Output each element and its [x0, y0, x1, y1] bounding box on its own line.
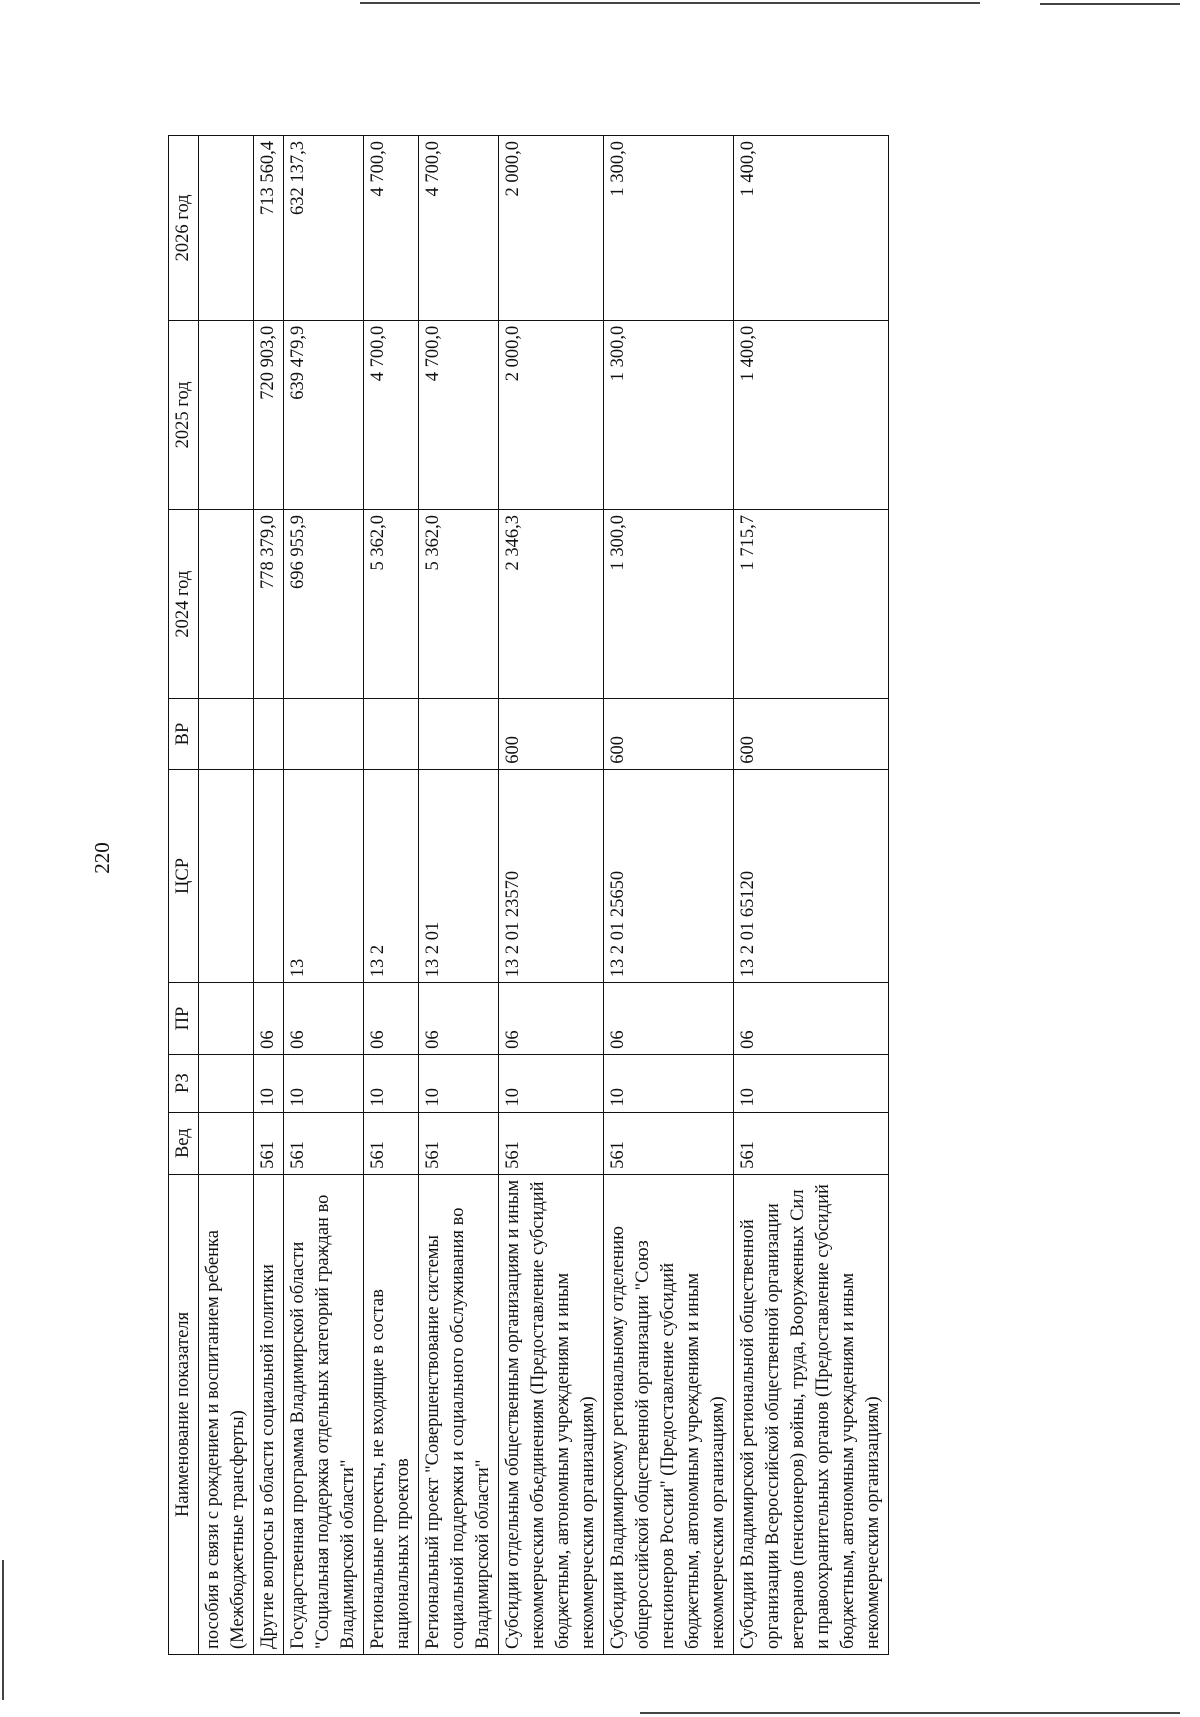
cell-rz: 10: [419, 1054, 499, 1112]
cell-pr: 06: [364, 983, 419, 1055]
cell-ved: 561: [734, 1112, 889, 1174]
table-row: [254, 136, 284, 1655]
cell-2025: [199, 320, 254, 509]
cell-rz: 10: [284, 1054, 364, 1112]
cell-vr: [284, 699, 364, 769]
cell-2026: 2 000,0: [499, 136, 604, 321]
cell-2025: 639 479,9: [284, 320, 364, 509]
cell-pr: [199, 983, 254, 1055]
cell-2024: 778 379,0: [254, 510, 284, 699]
cell-csr: 13: [284, 769, 364, 983]
cell-2024: 1 300,0: [604, 510, 734, 699]
header-rz: РЗ: [169, 1054, 199, 1112]
header-2024: 2024 год: [169, 510, 199, 699]
cell-pr: 06: [604, 983, 734, 1055]
scan-artifact-bottom: [640, 1712, 1180, 1714]
cell-2026: 4 700,0: [364, 136, 419, 321]
cell-name: Субсидии отдельным общественным организациям и иным некоммерческим объединениям (Предоставление субсидий бюджетным, автономным учреждениям и иным некоммерческим организациям): [499, 1174, 604, 1654]
header-vr: ВР: [169, 699, 199, 769]
table-row: [734, 136, 889, 1655]
cell-vr: 600: [499, 699, 604, 769]
cell-2025: 4 700,0: [419, 320, 499, 509]
cell-csr: 13 2 01 65120: [734, 769, 889, 983]
cell-ved: 561: [499, 1112, 604, 1174]
table-row: [364, 136, 419, 1655]
cell-csr: [254, 769, 284, 983]
cell-vr: 600: [734, 699, 889, 769]
cell-rz: 10: [604, 1054, 734, 1112]
scan-artifact-top-right: [1040, 3, 1180, 5]
cell-name: пособия в связи с рождением и воспитанием ребенка (Межбюджетные трансферты): [199, 1174, 254, 1654]
cell-vr: [199, 699, 254, 769]
cell-pr: 06: [254, 983, 284, 1055]
cell-name: Другие вопросы в области социальной политики: [254, 1174, 284, 1654]
cell-csr: 13 2: [364, 769, 419, 983]
cell-rz: 10: [499, 1054, 604, 1112]
cell-2024: 5 362,0: [364, 510, 419, 699]
cell-name: Субсидии Владимирской региональной общественной организации Всероссийской общественной организации ветеранов (пенсионеров) войны, труда, Вооруженных Сил и правоохранительных органов (Предоставление субсидий бюджетным, автономным учреждениям и иным некоммерческим организациям): [734, 1174, 889, 1654]
cell-ved: 561: [284, 1112, 364, 1174]
cell-rz: [199, 1054, 254, 1112]
cell-ved: 561: [604, 1112, 734, 1174]
cell-ved: [199, 1112, 254, 1174]
cell-2024: 1 715,7: [734, 510, 889, 699]
cell-rz: 10: [364, 1054, 419, 1112]
table-row: [499, 136, 604, 1655]
cell-2026: [199, 136, 254, 321]
cell-name: Субсидии Владимирскому региональному отделению общероссийской общественной организации "Союз пенсионеров России" (Предоставление субсидий бюджетным, автономным учреждениям и иным некоммерческим организациям): [604, 1174, 734, 1654]
cell-vr: [364, 699, 419, 769]
header-csr: ЦСР: [169, 769, 199, 983]
cell-pr: 06: [499, 983, 604, 1055]
cell-csr: 13 2 01: [419, 769, 499, 983]
cell-vr: [254, 699, 284, 769]
cell-2025: 2 000,0: [499, 320, 604, 509]
cell-2025: 1 400,0: [734, 320, 889, 509]
cell-2024: [199, 510, 254, 699]
scan-artifact-top: [360, 2, 980, 4]
cell-pr: 06: [419, 983, 499, 1055]
cell-2026: 1 300,0: [604, 136, 734, 321]
cell-2025: 4 700,0: [364, 320, 419, 509]
header-ved: Вед: [169, 1112, 199, 1174]
rotated-page-body: [168, 135, 1168, 1655]
cell-2025: 720 903,0: [254, 320, 284, 509]
cell-vr: [419, 699, 499, 769]
header-2026: 2026 год: [169, 136, 199, 321]
cell-rz: 10: [254, 1054, 284, 1112]
cell-csr: [199, 769, 254, 983]
cell-pr: 06: [734, 983, 889, 1055]
budget-table: [168, 135, 889, 1655]
table-row: [419, 136, 499, 1655]
cell-ved: 561: [419, 1112, 499, 1174]
header-pr: ПР: [169, 983, 199, 1055]
cell-ved: 561: [364, 1112, 419, 1174]
page-number: 220: [90, 842, 114, 874]
cell-2024: 2 346,3: [499, 510, 604, 699]
cell-vr: 600: [604, 699, 734, 769]
cell-2025: 1 300,0: [604, 320, 734, 509]
scan-artifact-left: [2, 1560, 4, 1700]
cell-2026: 713 560,4: [254, 136, 284, 321]
cell-csr: 13 2 01 25650: [604, 769, 734, 983]
cell-2026: 632 137,3: [284, 136, 364, 321]
cell-name: Региональные проекты, не входящие в состав национальных проектов: [364, 1174, 419, 1654]
header-2025: 2025 год: [169, 320, 199, 509]
cell-ved: 561: [254, 1112, 284, 1174]
cell-2024: 5 362,0: [419, 510, 499, 699]
cell-pr: 06: [284, 983, 364, 1055]
cell-2026: 1 400,0: [734, 136, 889, 321]
table-row: [604, 136, 734, 1655]
table-row: [284, 136, 364, 1655]
table-header-row: [169, 136, 199, 1655]
table-row: [199, 136, 254, 1655]
cell-2026: 4 700,0: [419, 136, 499, 321]
cell-name: Государственная программа Владимирской области "Социальная поддержка отдельных категорий граждан во Владимирской области": [284, 1174, 364, 1654]
cell-2024: 696 955,9: [284, 510, 364, 699]
header-name: Наименование показателя: [169, 1174, 199, 1654]
cell-csr: 13 2 01 23570: [499, 769, 604, 983]
cell-rz: 10: [734, 1054, 889, 1112]
cell-name: Региональный проект "Совершенствование системы социальной поддержки и социального обслуживания во Владимирской области": [419, 1174, 499, 1654]
